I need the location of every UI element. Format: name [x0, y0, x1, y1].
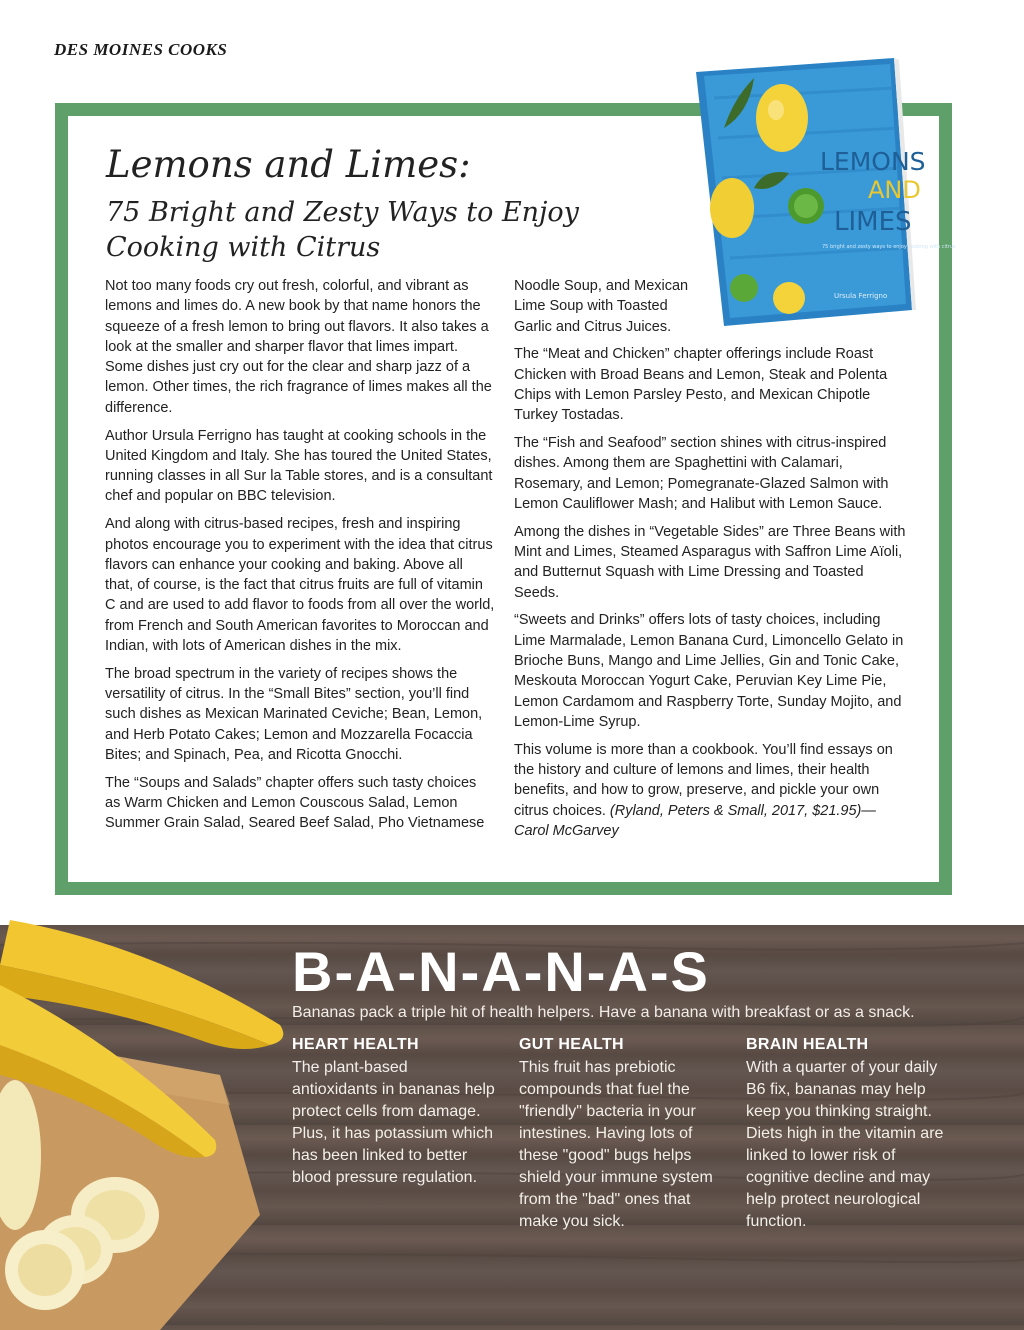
paragraph-text: This volume is more than a cookbook. You’ll find essays on the history and culture of lemons and limes, their health benefits, and how to grow, preserve, and pickle your own citrus choices.: [514, 741, 893, 819]
article-subtitle: 75 Bright and Zesty Ways to Enjoy Cooking with Citrus: [106, 197, 579, 263]
brain-health-section: [746, 1035, 951, 1233]
heart-health-section: [292, 1035, 497, 1189]
bananas-subtitle: Bananas pack a triple hit of health helpers. Have a banana with breakfast or as a snack.: [292, 1004, 915, 1021]
paragraph: And along with citrus-based recipes, fresh and inspiring photos encourage you to experiment with the idea that citrus flavors can enhance your cooking and baking. Above all that, of course, is the fact that citrus fruits are full of vitamin C and are used to add flavor to foods from all over the world, from French and South American favorites to Moroccan and Indian, with lots of American dishes in the mix.: [105, 516, 495, 655]
book-cover-title-3: LIMES: [834, 207, 912, 237]
article-column-2: [514, 276, 906, 849]
paragraph: The broad spectrum in the variety of recipes shows the versatility of citrus. In the “Small Bites” section, you’ll find such dishes as Mexican Marinated Ceviche; Bean, Lemon, and Herb Potato Cakes; Lemon and Mozzarella Focaccia Bites; and Spinach, Pea, and Ricotta Gnocchi.: [105, 665, 483, 764]
paragraph: The “Soups and Salads” chapter offers such tasty choices as Warm Chicken and Lemon Couscous Salad, Lemon Summer Grain Salad, Seared Beef Salad, Pho Vietnamese: [105, 774, 485, 832]
article-column-1: [105, 276, 495, 841]
paragraph: The “Fish and Seafood” section shines with citrus-inspired dishes. Among them are Spaghettini with Calamari, Rosemary, and Lemon; Pomegranate-Glazed Salmon with Lemon Cauliflower Mash; and Halibut with Lemon Sauce.: [514, 435, 889, 512]
closing-paragraph: [514, 740, 906, 841]
book-cover-title-2: AND: [868, 176, 921, 204]
article-title-block: [106, 141, 706, 265]
section-body: With a quarter of your daily B6 fix, bananas may help keep you thinking straight. Diets high in the vitamin are linked to lower risk of cognitive decline and may help protect neurological function.: [746, 1059, 944, 1230]
book-cover-tagline: 75 bright and zesty ways to enjoy cooking with citrus: [822, 244, 956, 250]
gut-health-section: [519, 1035, 724, 1233]
article-credit: (Ryland, Peters & Small, 2017, $21.95)—Carol McGarvey: [514, 802, 876, 839]
publication-header: DES MOINES COOKS: [54, 40, 228, 59]
section-body: The plant-based antioxidants in bananas help protect cells from damage. Plus, it has potassium which has been linked to better blood pressure regulation.: [292, 1059, 495, 1186]
book-cover-author: Ursula Ferrigno: [834, 292, 888, 300]
paragraph: The “Meat and Chicken” chapter offerings include Roast Chicken with Broad Beans and Lemon, Steak and Polenta Chips with Lemon Parsley Pesto, and Mexican Chipotle Turkey Tostadas.: [514, 346, 888, 424]
paragraph: Author Ursula Ferrigno has taught at cooking schools in the United Kingdom and Italy. She has toured the United States, running classes in all Sur la Table stores, and is a consultant chef and popular on BBC television.: [105, 427, 493, 505]
section-heading: HEART HEALTH: [292, 1036, 419, 1053]
book-cover-title-1: LEMONS: [820, 147, 926, 176]
paragraph: Not too many foods cry out fresh, colorful, and vibrant as lemons and limes do. A new book by that name honors the squeeze of a fresh lemon to bring out flavors. It also takes a look at the smaller and sharper flavor that limes impart. Some dishes just cry out for the clear and sharp jazz of a lemon. Other times, the rich fragrance of limes makes all the difference.: [105, 278, 492, 416]
section-heading: BRAIN HEALTH: [746, 1036, 869, 1053]
paragraph: “Sweets and Drinks” offers lots of tasty choices, including Lime Marmalade, Lemon Banana Curd, Limoncello Gelato in Brioche Buns, Mango and Lime Jellies, Gin and Tonic Cake, Meskouta Moroccan Yogurt Cake, Peruvian Key Lime Pie, Lemon Cardamom and Raspberry Torte, Sunday Mojito, and Lemon-Lime Syrup.: [514, 612, 904, 730]
article-title: Lemons and Limes:: [106, 143, 471, 186]
paragraph: Noodle Soup, and Mexican Lime Soup with Toasted Garlic and Citrus Juices.: [514, 278, 689, 335]
bananas-title: B-A-N-A-N-A-S: [292, 940, 710, 1003]
paragraph: Among the dishes in “Vegetable Sides” are Three Beans with Mint and Limes, Steamed Asparagus with Saffron Lime Aïoli, and Butternut Squash with Lime Dressing and Toasted Seeds.: [514, 523, 906, 601]
section-heading: GUT HEALTH: [519, 1036, 624, 1053]
section-body: This fruit has prebiotic compounds that fuel the "friendly" bacteria in your intestines. Having lots of these "good" bugs helps shield your immune system from the "bad" ones that make you sick.: [519, 1059, 713, 1230]
